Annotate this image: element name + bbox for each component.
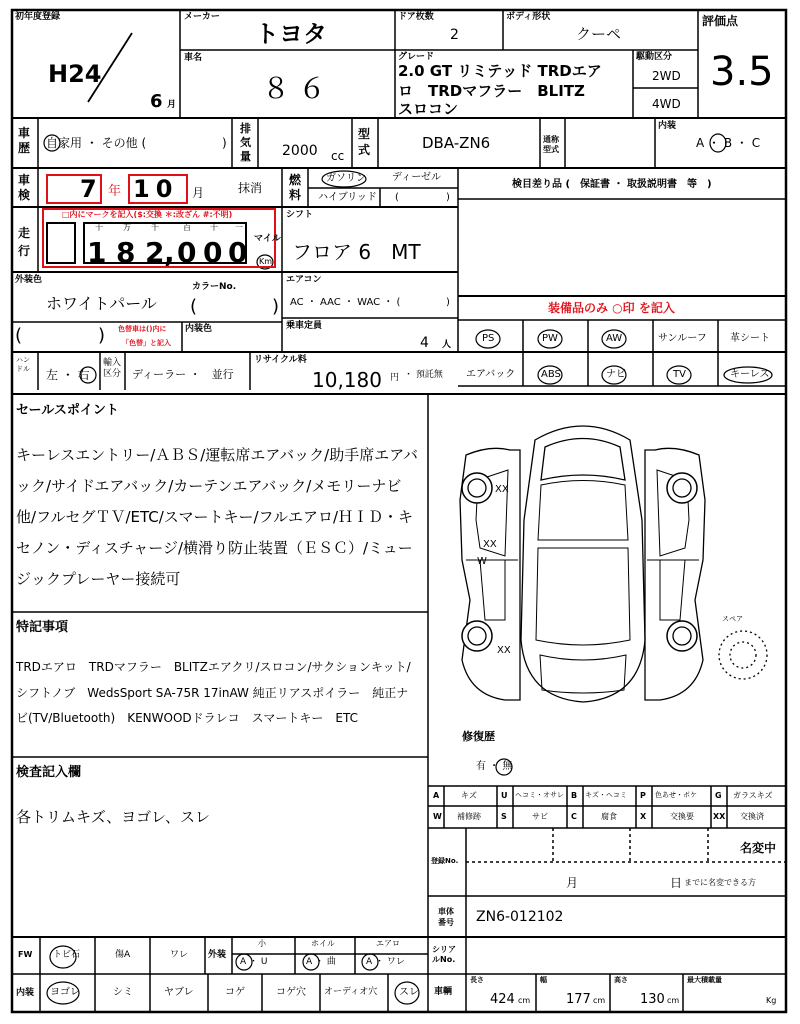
dimensions-label: 車輌 <box>434 987 453 997</box>
mileage-digit-4: 0 <box>177 236 197 269</box>
documents-label: 検目差り品 ( 保証書 ・ 取扱説明書 等 ) <box>512 179 712 190</box>
equip-sunroof: サンルーフ <box>658 333 707 344</box>
recycle-unit: 円 <box>390 373 400 383</box>
equip-airbag: エアバック <box>466 369 516 380</box>
length-label: 長さ <box>470 976 484 984</box>
legend-g-code: G <box>715 791 722 800</box>
legend-c-text: 腐食 <box>601 812 617 821</box>
exterior-label: 外装色 <box>15 275 43 285</box>
legend-c-code: C <box>571 812 577 821</box>
int-burn: コゲ <box>225 987 245 998</box>
shift-label: シフト <box>286 210 314 220</box>
inspection-label: 車検 <box>18 173 31 202</box>
unit-km: Km <box>259 257 273 266</box>
fw-label: FW <box>18 950 33 959</box>
capacity-value: 4 <box>420 335 429 351</box>
repair-options: 有 ・ 無 <box>476 761 513 772</box>
legend-s-code: S <box>501 812 507 821</box>
registration-month: 6 <box>150 91 163 112</box>
legend-p-text: 色あせ・ボケ <box>655 791 697 799</box>
legend-u-text: ヘコミ・オサレ <box>515 791 564 799</box>
height-unit: cm <box>667 996 680 1005</box>
import-label: 輸入区分 <box>103 358 122 379</box>
special-title: 特記事項 <box>16 620 69 635</box>
legend-b-text: キズ・ヘコミ <box>585 791 627 799</box>
legend-x-text: 交換要 <box>670 812 694 821</box>
inspection-year: 7 <box>80 175 97 203</box>
equip-abs: ABS <box>541 369 561 380</box>
unit-man: 万 <box>123 223 131 232</box>
interior-label: 内装 <box>658 121 677 131</box>
ac-close: ) <box>446 297 450 308</box>
legend-p-code: P <box>640 791 646 800</box>
int-label: 内装 <box>16 988 35 998</box>
grade-line-3: スロコン <box>398 100 459 118</box>
sales-title: セールスポイント <box>16 403 119 418</box>
unit-sen: 千 <box>151 223 159 232</box>
length-value: 424 <box>490 992 515 1007</box>
exterior-value: ホワイトパール <box>46 294 157 313</box>
name-change: 名変中 <box>740 841 777 855</box>
ext-aero-values: A ・ ワレ <box>366 957 405 967</box>
score-label: 評価点 <box>702 14 739 28</box>
registration-era: H24 <box>48 60 102 88</box>
ac-label: エアコン <box>286 275 322 285</box>
load-label: 最大積載量 <box>687 976 722 984</box>
unit-mile: マイル <box>254 234 281 244</box>
shift-value: フロア 6 MT <box>292 240 421 264</box>
int-stain: シミ <box>113 987 133 998</box>
car-name-value: ８６ <box>262 72 335 105</box>
color-change-note-1: 色替車は()内に <box>118 325 167 333</box>
damage-mark-4: XX <box>497 645 511 656</box>
ext-head-aero: エアロ <box>376 939 400 948</box>
doors-label: ドア枚数 <box>398 12 434 22</box>
registration-day: 日 <box>670 876 683 890</box>
legend-a-text: キズ <box>461 791 477 800</box>
width-label: 幅 <box>540 976 547 984</box>
drive-label: 駆動区分 <box>636 52 673 62</box>
width-value: 177 <box>566 992 591 1007</box>
mileage-digit-1: 1 <box>87 236 107 269</box>
width-unit: cm <box>593 996 606 1005</box>
color-change-open: ( <box>15 325 23 346</box>
registration-no-label: 登録No. <box>431 857 459 865</box>
fuel-hybrid: ハイブリッド <box>318 192 377 203</box>
colorno-label: カラーNo. <box>192 282 237 292</box>
inspection-month: 10 <box>133 175 179 203</box>
body-value: クーペ <box>576 25 622 43</box>
history-label: 車歴 <box>18 126 31 155</box>
recycle-label: リサイクル料 <box>254 355 307 365</box>
car-diagram <box>460 426 767 702</box>
ext-head-small: 小 <box>258 939 266 948</box>
equip-pw: PW <box>542 333 558 344</box>
mileage-digit-6: 0 <box>228 236 248 269</box>
displacement-unit: cc <box>331 149 345 163</box>
damage-mark-3: W <box>477 556 487 567</box>
legend-u-code: U <box>501 791 508 800</box>
int-tear: ヤブレ <box>164 987 194 998</box>
inspect-title: 検査記入欄 <box>16 765 82 780</box>
maker-value: トヨタ <box>255 20 327 48</box>
capacity-unit: 人 <box>442 340 452 350</box>
legend-b-code: B <box>571 791 578 800</box>
mileage-digit-3: 2 <box>145 236 165 269</box>
int-dirt: ヨゴレ <box>50 987 80 998</box>
legend-w-text: 補修跡 <box>457 812 481 821</box>
recycle-value: 10,180 <box>312 368 382 392</box>
fw-scratch: 傷A <box>115 950 131 960</box>
load-unit: Kg <box>766 996 777 1005</box>
ext-wheel-values: A ・ 曲 <box>306 957 336 967</box>
registration-month: 月 <box>566 876 579 890</box>
ext-head-wheel: ホイル <box>311 939 335 948</box>
drive-2wd: 2WD <box>652 69 681 83</box>
height-label: 高さ <box>614 976 628 984</box>
damage-mark-2: XX <box>483 539 497 550</box>
equip-keyless: キーレス <box>730 369 770 380</box>
colorno-close: ) <box>272 296 280 317</box>
mileage-digit-5: 0 <box>203 236 223 269</box>
repair-title: 修復歴 <box>462 730 495 743</box>
equip-navi: ナビ <box>606 369 626 380</box>
legend-x-code: X <box>640 812 647 821</box>
equip-ps: PS <box>482 333 495 344</box>
handle-label: ハンドル <box>16 356 30 373</box>
int-burn-hole: コゲ穴 <box>276 987 306 998</box>
height-value: 130 <box>640 992 665 1007</box>
score-value: 3.5 <box>710 49 774 95</box>
capacity-label: 乗車定員 <box>286 321 323 331</box>
mileage-label: 走行 <box>18 226 31 258</box>
recycle-status: ・ 預託無 <box>404 370 443 380</box>
month-unit: 月 <box>167 100 177 110</box>
displacement-label: 排気量 <box>240 122 251 163</box>
grade-label: グレード <box>398 52 435 62</box>
fw-crack: ワレ <box>170 950 189 960</box>
model-value: DBA-ZN6 <box>422 134 491 152</box>
import-value: ディーラー ・ 並行 <box>132 368 234 381</box>
fuel-diesel: ディーゼル <box>392 172 441 183</box>
legend-xx-code: XX <box>713 812 726 821</box>
unit-ten: 十 <box>95 223 103 232</box>
doors-value: 2 <box>450 27 459 43</box>
vin-value: ZN6-012102 <box>476 909 564 925</box>
legend-a-code: A <box>433 791 440 800</box>
deleted-label: 抹消 <box>238 181 263 195</box>
equip-tv: TV <box>673 369 686 380</box>
equipment-title: 装備品のみ ○印 を記入 <box>548 301 675 315</box>
int-audio-hole: オーディオ穴 <box>324 987 378 997</box>
fw-stone: トビ石 <box>53 950 81 960</box>
fuel-other-open: ( <box>395 192 399 203</box>
legend-w-code: W <box>433 812 442 821</box>
mileage-note: □内にマークを記入($:交換 ＊:改ざん #:不明) <box>62 210 233 219</box>
registration-until: までに名変できる方 <box>684 878 756 887</box>
drive-4wd: 4WD <box>652 97 681 111</box>
body-label: ボディ形状 <box>506 12 551 22</box>
maker-label: メーカー <box>184 12 220 22</box>
inspection-month-unit: 月 <box>192 186 205 200</box>
usage-close: ) <box>222 136 227 150</box>
damage-mark-1: XX <box>495 484 509 495</box>
ext-small-values: A ・ U <box>240 957 268 967</box>
mileage-separator: , <box>164 236 175 269</box>
car-name-label: 車名 <box>184 53 203 63</box>
int-wear: スレ <box>399 987 419 998</box>
fuel-other-close: ) <box>446 192 450 203</box>
fuel-label: 燃料 <box>289 173 302 202</box>
legend-s-text: サビ <box>532 812 548 821</box>
mileage-digit-2: 8 <box>116 236 136 269</box>
common-model-label: 通称型式 <box>543 135 559 154</box>
length-unit: cm <box>518 996 531 1005</box>
usage-text: 自家用 ・ その他 ( <box>46 136 147 150</box>
legend-g-text: ガラスキズ <box>733 791 773 800</box>
grade-line-2: ロ TRDマフラー BLITZ <box>398 82 585 100</box>
inspect-text: 各トリムキズ、ヨゴレ、スレ <box>16 808 210 826</box>
grade-line-1: 2.0 GT リミテッド TRDエア <box>398 62 602 80</box>
color-change-close: ) <box>98 325 106 346</box>
unit-juu: 十 <box>210 223 218 232</box>
legend-xx-text: 交換済 <box>740 812 764 821</box>
registration-label: 初年度登録 <box>15 12 61 22</box>
equip-leather: 革シート <box>730 333 770 344</box>
equip-aw: AW <box>606 333 623 344</box>
colorno-open: ( <box>190 296 198 317</box>
interior-grades: A ・ B ・ C <box>696 136 761 150</box>
model-label: 型式 <box>358 127 371 157</box>
year-unit: 年 <box>108 184 122 199</box>
mileage-digit-empty <box>46 222 76 264</box>
displacement-value: 2000 <box>282 143 318 159</box>
ac-options: AC ・ AAC ・ WAC ・ ( <box>290 297 401 308</box>
spare-label: スペア <box>722 615 743 623</box>
color-change-note-2: 「色替」と記入 <box>122 339 171 347</box>
interior-color-label: 内装色 <box>185 324 213 334</box>
sales-text: キーレスエントリー/ＡＢＳ/運転席エアバック/助手席エアバック/サイドエアバック/カーテンエアバック/メモリーナビ他/フルセグＴＶ/ETC/スマートキー/フルエアロ/ＨＩＤ・キセノン・ディスチャージ/横滑り防止装置（ＥＳＣ）/ミュージックプレーヤー接続可 <box>16 446 419 588</box>
fuel-gasoline: ガソリン <box>326 173 366 184</box>
vin-label: 車体番号 <box>438 907 454 927</box>
special-text: TRDエアロ TRDマフラー BLITZエアクリ/スロコン/サクションキット/シフトノブ WedsSport SA-75R 17inAW 純正リアスポイラー 純正ナビ(TV/Bluetooth) KENWOODドラレコ スマートキー ETC <box>16 660 411 725</box>
unit-hyaku: 百 <box>183 223 191 232</box>
handle-value: 左 ・ 右 <box>46 368 90 382</box>
serial-label: シリアルNo. <box>432 945 456 964</box>
ext-label: 外装 <box>208 950 227 960</box>
unit-ichi: 一 <box>235 223 243 232</box>
